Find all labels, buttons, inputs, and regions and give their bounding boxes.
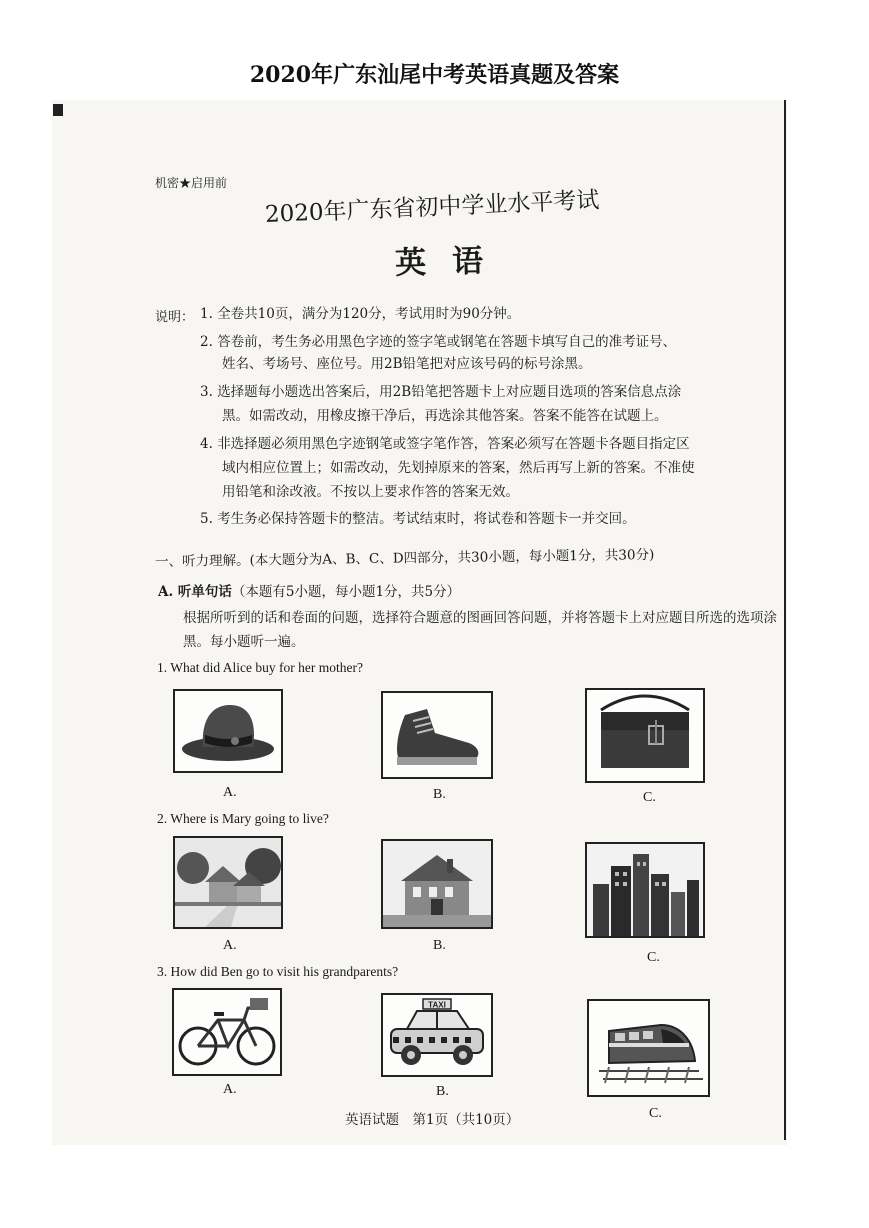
scan-border xyxy=(784,100,786,1140)
instruction-item xyxy=(200,302,520,326)
option-label: C. xyxy=(647,950,660,965)
instruction-item xyxy=(200,507,636,531)
instruction-line: 黑。如需改动，用橡皮擦干净后，再选涂其他答案。答案不能答在试题上。 xyxy=(222,408,668,424)
instruction-line: 姓名、考场号、座位号。用2B铅笔把对应该号码的标号涂黑。 xyxy=(222,356,592,372)
bag-icon xyxy=(585,688,705,783)
city-icon xyxy=(585,842,705,938)
hat-icon xyxy=(173,689,283,773)
option-label: A. xyxy=(223,1082,237,1097)
section-title: 一、听力理解。(本大题分为A、B、C、D四部分，共30小题，每小题1分，共30分) xyxy=(154,547,655,570)
instruction-item xyxy=(200,432,690,456)
page-footer: 英语试题 第1页（共10页） xyxy=(345,1112,520,1128)
option-label: B. xyxy=(433,787,446,802)
option-label: C. xyxy=(649,1106,662,1121)
subsection-note: （本题有5小题，每小题1分，共5分） xyxy=(231,584,461,600)
instruction-line: 选择题每小题选出答案后，用2B铅笔把答题卡上对应题目选项的答案信息点涂 xyxy=(217,384,682,400)
option-label: A. xyxy=(223,938,237,953)
subsection-title xyxy=(158,580,460,600)
instruction-number: 4. xyxy=(200,436,213,452)
option-label: C. xyxy=(643,790,656,805)
option-label: B. xyxy=(436,1084,449,1099)
instruction-item xyxy=(200,330,676,354)
taxi-icon xyxy=(381,993,493,1077)
scan-corner-mark xyxy=(53,104,63,116)
instruction-line: 答卷前，考生务必用黑色字迹的签字笔或钢笔在答题卡填写自己的准考证号、 xyxy=(217,334,677,350)
house-icon xyxy=(381,839,493,929)
option-label: B. xyxy=(433,938,446,953)
subsection-label: A. 听单句话 xyxy=(158,584,232,600)
bicycle-icon xyxy=(172,988,282,1076)
instruction-line: 域内相应位置上；如需改动，先划掉原来的答案，然后再写上新的答案。不准使 xyxy=(222,460,695,476)
instruction-item xyxy=(200,380,681,404)
section-description: 根据所听到的话和卷面的问题，选择符合题意的图画回答问题，并将答题卡上对应题目所选的选项涂黑。每小题听一遍。 xyxy=(183,610,777,650)
document-title: 2020年广东汕尾中考英语真题及答案 xyxy=(249,62,620,88)
question-2: 2. Where is Mary going to live? xyxy=(157,811,329,826)
train-icon xyxy=(587,999,710,1097)
taxi-sign-text: TAXI xyxy=(428,1000,446,1010)
instruction-line: 用铅笔和涂改液。不按以上要求作答的答案无效。 xyxy=(222,484,519,500)
instruction-line: 非选择题必须用黑色字迹钢笔或签字笔作答，答案必须写在答题卡各题目指定区 xyxy=(217,436,690,452)
subject-title: 英语 xyxy=(394,242,510,282)
instruction-number: 2. xyxy=(200,334,213,350)
instruction-line: 考生务必保持答题卡的整洁。考试结束时，将试卷和答题卡一并交回。 xyxy=(217,511,636,527)
instructions-label: 说明： xyxy=(155,310,195,325)
option-label: A. xyxy=(223,785,237,800)
instruction-number: 5. xyxy=(200,511,213,527)
instruction-line: 全卷共10页，满分为120分，考试用时为90分钟。 xyxy=(217,306,521,322)
question-1: 1. What did Alice buy for her mother? xyxy=(157,660,363,675)
confidential-label: 机密★启用前 xyxy=(155,176,228,190)
instruction-number: 1. xyxy=(200,306,213,322)
question-3: 3. How did Ben go to visit his grandparents? xyxy=(157,964,399,979)
shoe-icon xyxy=(381,691,493,779)
exam-title: 2020年广东省初中学业水平考试 xyxy=(264,187,600,228)
village-icon xyxy=(173,836,283,929)
instruction-number: 3. xyxy=(200,384,213,400)
